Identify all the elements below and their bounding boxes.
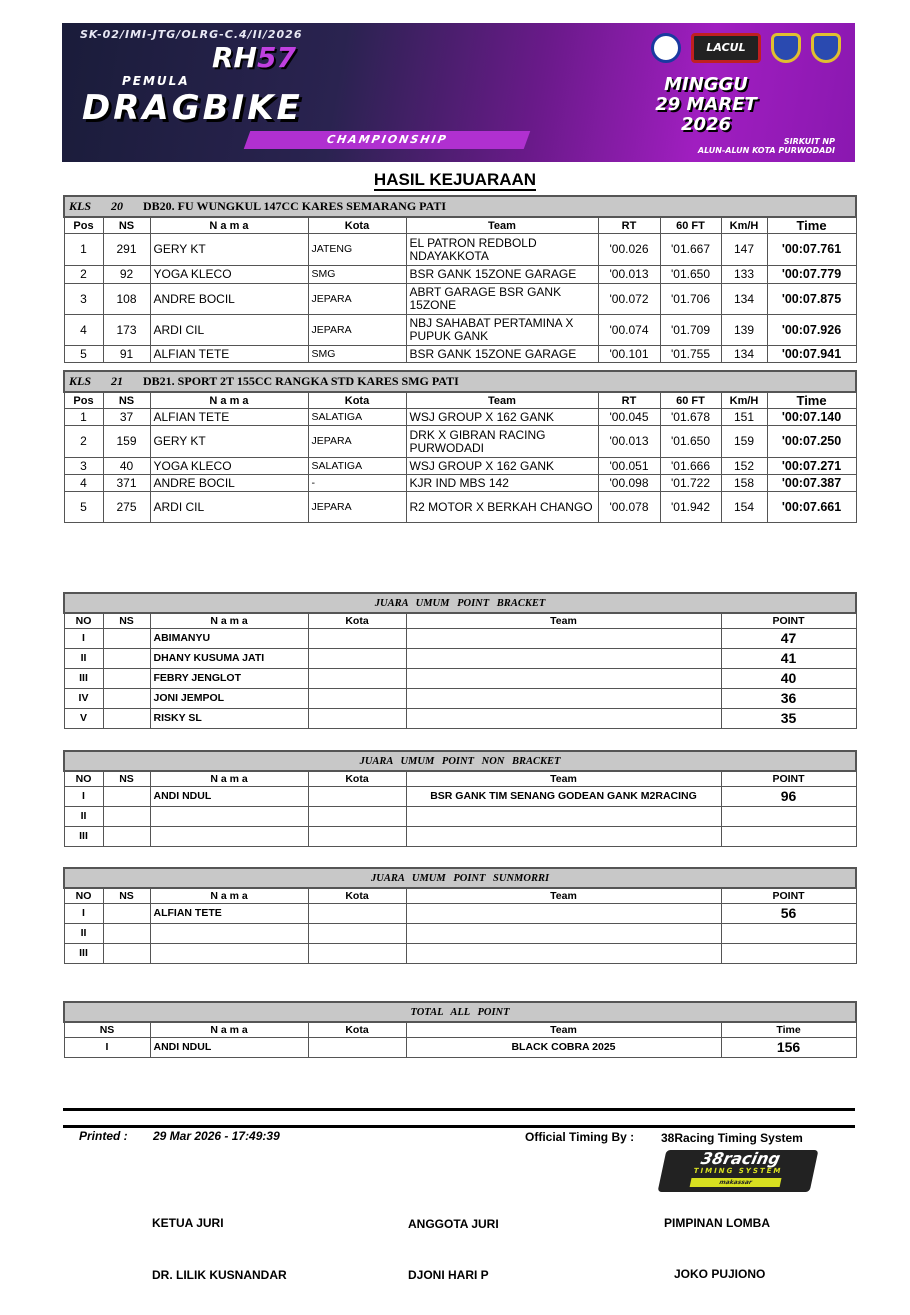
result-cell: JEPARA: [308, 284, 406, 315]
points-cell: [103, 923, 150, 943]
points-cell: ALFIAN TETE: [150, 903, 308, 923]
logo-main: 38racing: [699, 1149, 783, 1168]
result-cell: ARDI CIL: [150, 315, 308, 346]
points-cell: [721, 943, 856, 963]
points-cell: [150, 806, 308, 826]
page-title-text: HASIL KEJUARAAN: [373, 170, 537, 189]
class-title: [64, 196, 856, 217]
points-cell: I: [64, 628, 103, 648]
logo-rh-text: RH: [212, 41, 257, 74]
header-row: [64, 392, 856, 409]
result-cell: SMG: [308, 266, 406, 284]
column-header: RT: [598, 217, 660, 234]
result-cell: '01.942: [660, 492, 721, 523]
result-cell: 4: [64, 315, 103, 346]
result-cell: JEPARA: [308, 315, 406, 346]
result-cell: ABRT GARAGE BSR GANK 15ZONE: [406, 284, 598, 315]
class-title-row: [64, 196, 856, 217]
result-cell: '00:07.761: [767, 234, 856, 266]
result-cell: 5: [64, 346, 103, 363]
result-cell: YOGA KLECO: [150, 266, 308, 284]
result-cell: '00.072: [598, 284, 660, 315]
points-cell: [308, 786, 406, 806]
page-title: [0, 170, 910, 190]
printed-value: 29 Mar 2026 - 17:49:39: [153, 1129, 280, 1143]
points-row: [64, 826, 856, 846]
points-row: [64, 668, 856, 688]
points-cell: [308, 628, 406, 648]
points-cell: 41: [721, 648, 856, 668]
points-row: [64, 786, 856, 806]
points-row: [64, 708, 856, 728]
result-cell: 139: [721, 315, 767, 346]
result-cell: -: [308, 475, 406, 492]
points-cell: [103, 628, 150, 648]
column-header: NS: [103, 613, 150, 628]
result-cell: ALFIAN TETE: [150, 409, 308, 426]
result-cell: YOGA KLECO: [150, 458, 308, 475]
sponsor-badges: [651, 33, 841, 63]
points-cell: [721, 923, 856, 943]
points-row: [64, 806, 856, 826]
points-title: JUARA UMUM POINT NON BRACKET: [64, 751, 856, 771]
result-cell: 159: [721, 426, 767, 458]
logo-dragbike: DRAGBIKE: [82, 88, 303, 128]
result-cell: GERY KT: [150, 426, 308, 458]
points-cell: [103, 806, 150, 826]
result-row: [64, 315, 856, 346]
result-row: [64, 492, 856, 523]
points-cell: 40: [721, 668, 856, 688]
police-shield-icon: [771, 33, 801, 63]
signature-name: DR. LILIK KUSNANDAR: [152, 1268, 287, 1282]
points-cell: [103, 826, 150, 846]
column-header: Team: [406, 392, 598, 409]
column-header: Team: [406, 613, 721, 628]
column-header: N a m a: [150, 771, 308, 786]
points-cell: [308, 903, 406, 923]
logo-sub: TIMING SYSTEM: [692, 1167, 784, 1175]
column-header: 60 FT: [660, 392, 721, 409]
points-cell: 56: [721, 903, 856, 923]
points-cell: [103, 708, 150, 728]
class-title-row: [64, 371, 856, 392]
points-title: JUARA UMUM POINT BRACKET: [64, 593, 856, 613]
timing-label: Official Timing By :: [525, 1130, 635, 1144]
logo-rh: [212, 43, 296, 73]
points-cell: DHANY KUSUMA JATI: [150, 648, 308, 668]
result-cell: 154: [721, 492, 767, 523]
event-date-text: 29 MARET: [655, 94, 757, 115]
result-row: [64, 234, 856, 266]
points-cell: [103, 903, 150, 923]
column-header: N a m a: [150, 392, 308, 409]
result-cell: EL PATRON REDBOLD NDAYAKKOTA: [406, 234, 598, 266]
permit-code: SK-02/IMI-JTG/OLRG-C.4/II/2026: [80, 28, 303, 41]
column-header: Team: [406, 888, 721, 903]
column-header: Team: [406, 1022, 721, 1037]
column-header: Time: [721, 1022, 856, 1037]
points-cell: JONI JEMPOL: [150, 688, 308, 708]
column-header: NO: [64, 613, 103, 628]
points-table: [63, 867, 857, 964]
result-cell: 108: [103, 284, 150, 315]
points-row: [64, 943, 856, 963]
result-cell: '00:07.661: [767, 492, 856, 523]
column-header: NS: [103, 888, 150, 903]
points-cell: [103, 943, 150, 963]
result-cell: '01.755: [660, 346, 721, 363]
class-results-table: [63, 195, 857, 363]
column-header: NS: [103, 771, 150, 786]
result-cell: '00.026: [598, 234, 660, 266]
result-cell: 3: [64, 458, 103, 475]
class-name: DB20. FU WUNGKUL 147CC KARES SEMARANG PATI: [143, 199, 447, 213]
signature-name: JOKO PUJIONO: [674, 1267, 766, 1281]
column-header: RT: [598, 392, 660, 409]
result-cell: '00:07.941: [767, 346, 856, 363]
points-cell: II: [64, 806, 103, 826]
timing-value: 38Racing Timing System: [661, 1131, 803, 1145]
column-header: N a m a: [150, 613, 308, 628]
kls-label: KLS: [69, 199, 92, 213]
points-cell: IV: [64, 688, 103, 708]
result-cell: '00:07.875: [767, 284, 856, 315]
38racing-logo: [658, 1150, 819, 1192]
result-cell: 37: [103, 409, 150, 426]
result-cell: 91: [103, 346, 150, 363]
result-cell: '01.650: [660, 426, 721, 458]
points-cell: [308, 1037, 406, 1057]
points-cell: [721, 806, 856, 826]
kls-number: 20: [111, 199, 124, 213]
venue-line1: SIRKUIT NP: [783, 137, 835, 146]
class-results-table: [63, 370, 857, 523]
signature-role: PIMPINAN LOMBA: [664, 1216, 770, 1230]
points-table: [63, 750, 857, 847]
result-cell: 1: [64, 234, 103, 266]
signature-role: KETUA JURI: [152, 1216, 224, 1230]
points-cell: BLACK COBRA 2025: [406, 1037, 721, 1057]
result-cell: 1: [64, 409, 103, 426]
column-header: NS: [64, 1022, 150, 1037]
points-cell: [150, 923, 308, 943]
points-cell: [103, 786, 150, 806]
venue-line2: ALUN-ALUN KOTA PURWODADI: [697, 146, 835, 155]
result-cell: WSJ GROUP X 162 GANK: [406, 409, 598, 426]
result-cell: 158: [721, 475, 767, 492]
points-cell: BSR GANK TIM SENANG GODEAN GANK M2RACING: [406, 786, 721, 806]
total-points-table: [63, 1001, 857, 1058]
column-header: Team: [406, 771, 721, 786]
result-row: [64, 346, 856, 363]
points-cell: 47: [721, 628, 856, 648]
result-cell: '00.078: [598, 492, 660, 523]
points-cell: [406, 628, 721, 648]
points-cell: [308, 688, 406, 708]
result-row: [64, 284, 856, 315]
column-header: Time: [767, 392, 856, 409]
column-header: Km/H: [721, 392, 767, 409]
points-cell: [406, 668, 721, 688]
result-cell: 275: [103, 492, 150, 523]
event-banner: [62, 23, 855, 162]
result-row: [64, 409, 856, 426]
lacul-logo: LACUL: [691, 33, 761, 63]
result-row: [64, 426, 856, 458]
column-header: N a m a: [150, 1022, 308, 1037]
result-cell: KJR IND MBS 142: [406, 475, 598, 492]
points-cell: ABIMANYU: [150, 628, 308, 648]
points-cell: [406, 648, 721, 668]
result-cell: 92: [103, 266, 150, 284]
kls-number: 21: [111, 374, 124, 388]
result-cell: '01.709: [660, 315, 721, 346]
column-header: POINT: [721, 613, 856, 628]
points-cell: I: [64, 1037, 150, 1057]
header-row: [64, 771, 856, 786]
class-name: DB21. SPORT 2T 155CC RANGKA STD KARES SMG PATI: [143, 374, 459, 388]
points-cell: 96: [721, 786, 856, 806]
result-cell: 133: [721, 266, 767, 284]
points-cell: [308, 648, 406, 668]
result-cell: GERY KT: [150, 234, 308, 266]
points-row: [64, 903, 856, 923]
result-cell: 134: [721, 346, 767, 363]
points-cell: [308, 943, 406, 963]
header-row: [64, 888, 856, 903]
points-cell: [103, 688, 150, 708]
result-cell: '00.098: [598, 475, 660, 492]
kls-label: KLS: [69, 374, 92, 388]
result-cell: 151: [721, 409, 767, 426]
result-cell: ANDRE BOCIL: [150, 284, 308, 315]
header-row: [64, 1022, 856, 1037]
column-header: Kota: [308, 392, 406, 409]
result-row: [64, 266, 856, 284]
column-header: Kota: [308, 1022, 406, 1037]
result-cell: 147: [721, 234, 767, 266]
column-header: Pos: [64, 217, 103, 234]
event-day: MINGGU: [664, 74, 748, 95]
result-cell: 2: [64, 266, 103, 284]
points-cell: [150, 826, 308, 846]
column-header: 60 FT: [660, 217, 721, 234]
points-cell: RISKY SL: [150, 708, 308, 728]
points-title: JUARA UMUM POINT SUNMORRI: [64, 868, 856, 888]
points-cell: [406, 903, 721, 923]
result-cell: '01.722: [660, 475, 721, 492]
column-header: N a m a: [150, 888, 308, 903]
result-cell: 5: [64, 492, 103, 523]
points-cell: III: [64, 668, 103, 688]
result-cell: '00.074: [598, 315, 660, 346]
points-cell: [308, 826, 406, 846]
event-venue: [698, 137, 835, 155]
column-header: POINT: [721, 888, 856, 903]
column-header: NO: [64, 888, 103, 903]
result-cell: 2: [64, 426, 103, 458]
police-shield-icon: [811, 33, 841, 63]
logo-city: makassar: [690, 1178, 782, 1187]
result-row: [64, 475, 856, 492]
points-cell: [308, 806, 406, 826]
points-cell: [103, 648, 150, 668]
result-cell: ALFIAN TETE: [150, 346, 308, 363]
column-header: NO: [64, 771, 103, 786]
points-cell: II: [64, 648, 103, 668]
points-cell: [308, 708, 406, 728]
class-title: [64, 371, 856, 392]
column-header: Kota: [308, 888, 406, 903]
points-cell: [406, 943, 721, 963]
result-cell: '00.101: [598, 346, 660, 363]
points-cell: [103, 668, 150, 688]
result-cell: '00:07.926: [767, 315, 856, 346]
points-cell: II: [64, 923, 103, 943]
event-date: [571, 75, 841, 135]
result-cell: '01.666: [660, 458, 721, 475]
points-cell: [406, 826, 721, 846]
points-cell: [406, 708, 721, 728]
divider: [63, 1108, 855, 1111]
result-cell: '01.650: [660, 266, 721, 284]
result-cell: '01.678: [660, 409, 721, 426]
column-header: Time: [767, 217, 856, 234]
points-cell: 35: [721, 708, 856, 728]
result-cell: SALATIGA: [308, 409, 406, 426]
column-header: Km/H: [721, 217, 767, 234]
result-cell: '00:07.387: [767, 475, 856, 492]
points-title-row: [64, 1002, 856, 1022]
points-row: [64, 628, 856, 648]
points-cell: V: [64, 708, 103, 728]
result-cell: R2 MOTOR X BERKAH CHANGO: [406, 492, 598, 523]
result-cell: '00:07.271: [767, 458, 856, 475]
result-cell: JATENG: [308, 234, 406, 266]
points-row: [64, 648, 856, 668]
column-header: Kota: [308, 771, 406, 786]
column-header: Team: [406, 217, 598, 234]
result-cell: 152: [721, 458, 767, 475]
points-table: [63, 592, 857, 729]
points-row: [64, 923, 856, 943]
points-row: [64, 1037, 856, 1057]
result-cell: '00.051: [598, 458, 660, 475]
points-cell: [308, 668, 406, 688]
result-cell: '00.013: [598, 426, 660, 458]
result-cell: '00:07.140: [767, 409, 856, 426]
result-cell: '00.045: [598, 409, 660, 426]
points-cell: FEBRY JENGLOT: [150, 668, 308, 688]
result-cell: ARDI CIL: [150, 492, 308, 523]
result-cell: 159: [103, 426, 150, 458]
points-cell: ANDI NDUL: [150, 1037, 308, 1057]
result-cell: BSR GANK 15ZONE GARAGE: [406, 346, 598, 363]
logo-rh-num: 57: [257, 41, 296, 74]
column-header: N a m a: [150, 217, 308, 234]
result-cell: JEPARA: [308, 426, 406, 458]
result-cell: NBJ SAHABAT PERTAMINA X PUPUK GANK: [406, 315, 598, 346]
result-cell: 3: [64, 284, 103, 315]
points-cell: [406, 923, 721, 943]
points-cell: [721, 826, 856, 846]
result-cell: BSR GANK 15ZONE GARAGE: [406, 266, 598, 284]
points-title: TOTAL ALL POINT: [64, 1002, 856, 1022]
points-cell: III: [64, 943, 103, 963]
divider: [63, 1125, 855, 1128]
result-cell: '01.667: [660, 234, 721, 266]
column-header: Kota: [308, 613, 406, 628]
signature-role: ANGGOTA JURI: [408, 1217, 499, 1231]
points-title-row: [64, 593, 856, 613]
signature-name: DJONI HARI P: [408, 1268, 489, 1282]
result-cell: 291: [103, 234, 150, 266]
column-header: Kota: [308, 217, 406, 234]
result-row: [64, 458, 856, 475]
result-cell: SALATIGA: [308, 458, 406, 475]
points-cell: 36: [721, 688, 856, 708]
column-header: POINT: [721, 771, 856, 786]
column-header: NS: [103, 217, 150, 234]
logo-championship: CHAMPIONSHIP: [244, 131, 531, 149]
points-cell: [406, 806, 721, 826]
result-cell: 134: [721, 284, 767, 315]
points-cell: [308, 923, 406, 943]
points-cell: ANDI NDUL: [150, 786, 308, 806]
result-cell: DRK X GIBRAN RACING PURWODADI: [406, 426, 598, 458]
result-cell: 371: [103, 475, 150, 492]
points-cell: I: [64, 903, 103, 923]
result-cell: 4: [64, 475, 103, 492]
header-row: [64, 217, 856, 234]
points-cell: III: [64, 826, 103, 846]
printed-label: Printed :: [79, 1129, 128, 1143]
result-cell: SMG: [308, 346, 406, 363]
result-cell: '00:07.250: [767, 426, 856, 458]
result-cell: JEPARA: [308, 492, 406, 523]
result-cell: '00:07.779: [767, 266, 856, 284]
points-cell: [406, 688, 721, 708]
result-cell: 40: [103, 458, 150, 475]
club-badge-icon: [651, 33, 681, 63]
result-cell: ANDRE BOCIL: [150, 475, 308, 492]
logo-pemula: PEMULA: [122, 74, 190, 88]
column-header: NS: [103, 392, 150, 409]
result-cell: 173: [103, 315, 150, 346]
points-title-row: [64, 751, 856, 771]
points-title-row: [64, 868, 856, 888]
result-cell: WSJ GROUP X 162 GANK: [406, 458, 598, 475]
result-cell: '00.013: [598, 266, 660, 284]
column-header: Pos: [64, 392, 103, 409]
points-row: [64, 688, 856, 708]
points-cell: I: [64, 786, 103, 806]
points-cell: 156: [721, 1037, 856, 1057]
header-row: [64, 613, 856, 628]
points-cell: [150, 943, 308, 963]
result-cell: '01.706: [660, 284, 721, 315]
event-year: 2026: [680, 114, 732, 135]
